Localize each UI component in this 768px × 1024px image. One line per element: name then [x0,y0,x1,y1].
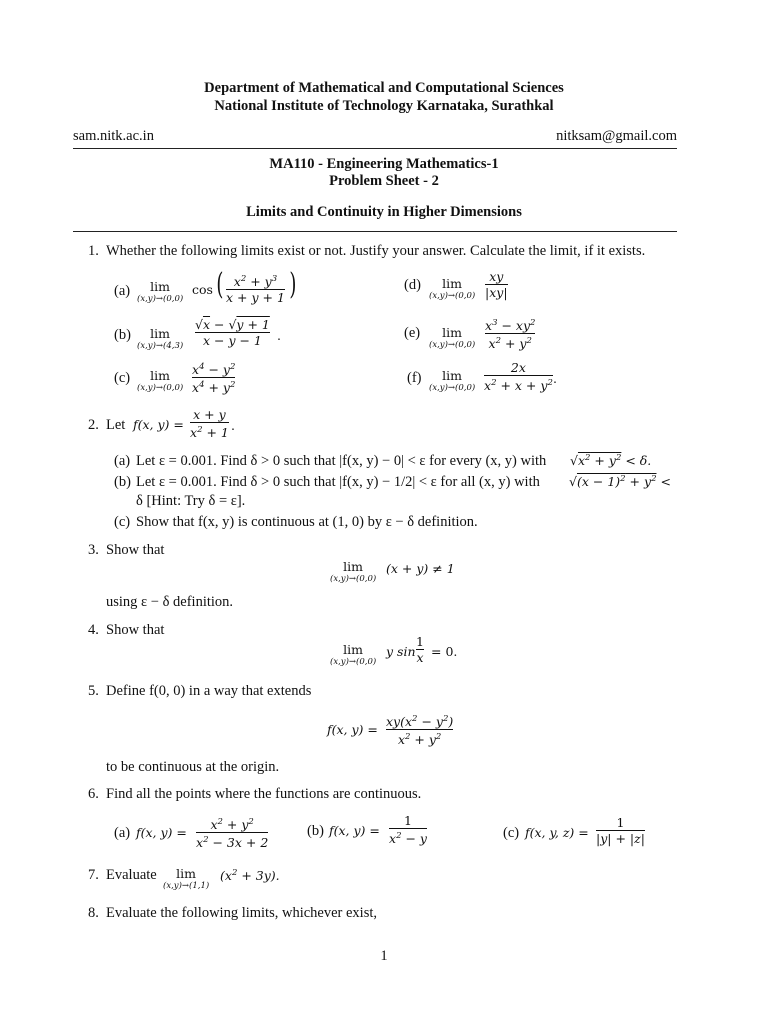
p3-lim: lim (x,y)→(0,0) [330,559,377,584]
p7-lim: lim (x,y)→(1,1) [163,866,210,891]
p6c-frac: 1 |y| + |z| [596,815,645,846]
problem-4-number: 4. [88,622,99,638]
p2b-label: (b) [114,474,131,490]
p1f-period: . [553,371,557,386]
p6c-fxyz: f(x, y, z) = [525,825,589,840]
p1d-frac: xy |xy| [485,269,508,300]
problem-8-text: Evaluate the following limits, whichever exist, [106,905,378,921]
problem-6-number: 6. [88,786,99,802]
p6a-frac: $x^2 + y^2$ $x^2 - 3x + 2$ [196,817,269,851]
p1e-lim: lim (x,y)→(0,0) [429,325,476,350]
p1f-label: (f) [407,370,422,386]
problem-5-number: 5. [88,683,99,699]
website-link[interactable]: sam.nitk.ac.in [73,128,154,144]
p7-expr: $(x^2 + 3y)$. [220,868,280,884]
p2-fxy: f(x, y) = [133,417,184,432]
p6b-frac: 1 $x^2 - y$ [389,813,427,847]
p2c-text: Show that f(x, y) is continuous at (1, 0) by ε − δ definition. [136,514,478,530]
p2b-condition: $√(x - 1)^2 + y^2$ < [569,474,671,490]
p2-period: . [231,418,235,433]
p2c-label: (c) [114,514,131,530]
p1f-frac: 2x $x^2 + x + y^2$ [484,360,553,394]
p1b-label: (b) [114,327,131,343]
p2b-text: Let ε = 0.001. Find δ > 0 such that |f(x, y) − 1/2| < ε for all (x, y) with [136,474,540,490]
p6b-fxy: f(x, y) = [329,823,380,838]
topic-title: Limits and Continuity in Higher Dimensions [246,204,522,220]
p1a-lim: lim (x,y)→(0,0) [137,279,184,304]
topic-rule [73,231,677,232]
p2a-label: (a) [114,453,131,469]
p2b-hint: δ [Hint: Try δ = ε]. [136,493,246,509]
p1c-label: (c) [114,370,131,386]
course-title: MA110 - Engineering Mathematics-1 [269,156,499,172]
p2a-condition: $√x^2 + y^2 < \delta$. [570,453,652,469]
email-link[interactable]: nitksam@gmail.com [556,128,677,144]
header-rule [73,148,677,149]
problem-8-number: 8. [88,905,99,921]
problem-1-number: 1. [88,243,99,259]
problem-3-after: using ε − δ definition. [106,594,234,610]
problem-5-text: Define f(0, 0) in a way that extends [106,683,312,699]
department-title: Department of Mathematical and Computational Sciences [204,80,564,96]
p1e-frac: $x^3 - xy^2$ $x^2 + y^2$ [485,318,536,352]
sheet-title: Problem Sheet - 2 [329,173,439,189]
p6a-fxy: f(x, y) = [136,825,187,840]
p6b-label: (b) [307,823,324,839]
page-number: 1 [380,948,388,964]
p1a-cos: cos [192,282,213,297]
problem-7-text: Evaluate [106,867,157,883]
p1b-lim: lim (x,y)→(4,3) [137,326,184,351]
problem-3-number: 3. [88,542,99,558]
problem-3-text: Show that [106,542,165,558]
problem-4-text: Show that [106,622,165,638]
problem-2-text: Let [106,417,126,433]
p4-lim: lim (x,y)→(0,0) [330,642,377,667]
p3-expr: (x + y) ≠ 1 [386,561,455,576]
p4-ysin: y sin [386,644,416,659]
p5-frac: $xy(x^2 - y^2)$ $x^2 + y^2$ [386,714,454,748]
p1a-frac: $x^2 + y^3$ x + y + 1 [226,274,285,306]
problem-6-text: Find all the points where the functions are continuous. [106,786,422,802]
p4-eq: = 0. [431,644,458,659]
p5-fxy: f(x, y) = [327,722,378,737]
p1b-frac: √x − √y + 1 x − y − 1 [195,317,270,348]
p1a-lparen: ( [216,267,224,302]
p1a-label: (a) [114,283,131,299]
problem-7-number: 7. [88,867,99,883]
p1a-rparen: ) [289,267,297,302]
p6c-label: (c) [503,825,520,841]
problem-2-number: 2. [88,417,99,433]
p2a-text: Let ε = 0.001. Find δ > 0 such that |f(x, y) − 0| < ε for every (x, y) with [136,453,547,469]
p1e-label: (e) [404,325,421,341]
p6a-label: (a) [114,825,131,841]
p1d-lim: lim (x,y)→(0,0) [429,276,476,301]
p4-frac: 1 x [416,634,424,665]
problem-1-text: Whether the following limits exist or not. Justify your answer. Calculate the limit, if it exists. [106,243,646,259]
p1f-lim: lim (x,y)→(0,0) [429,368,476,393]
p2-frac: x + y $x^2 + 1$ [190,407,229,441]
institute-title: National Institute of Technology Karnataka, Surathkal [214,98,554,114]
p1c-frac: $x^4 - y^2$ $x^4 + y^2$ [192,362,236,396]
p1b-period: . [277,328,281,343]
problem-5-after: to be continuous at the origin. [106,759,280,775]
p1c-lim: lim (x,y)→(0,0) [137,368,184,393]
p1d-label: (d) [404,277,421,293]
